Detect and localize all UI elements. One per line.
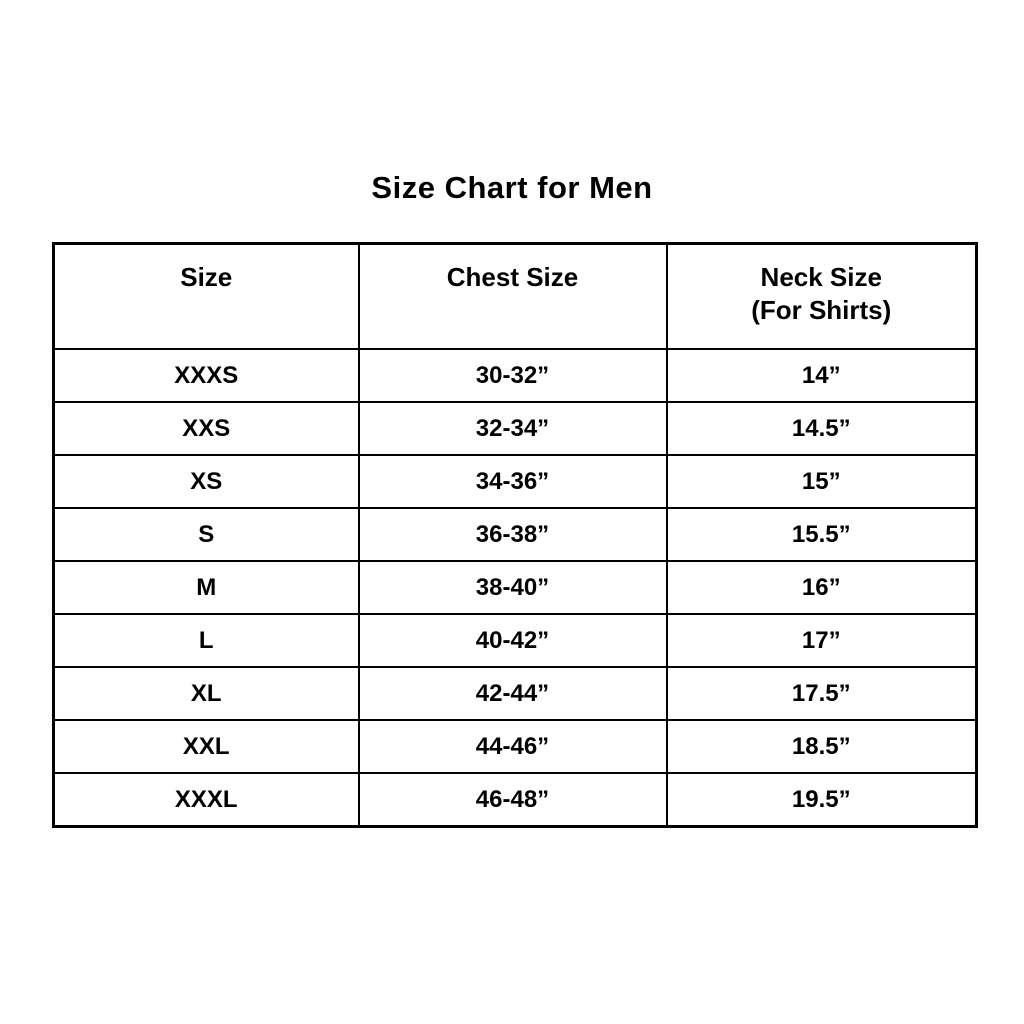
table-row: [54, 561, 977, 614]
size-cell: XXXL: [54, 773, 359, 827]
size-cell: M: [54, 561, 359, 614]
table-row: [54, 455, 977, 508]
column-header-chest-size: Chest Size: [359, 244, 667, 350]
chest-size-cell: 38-40”: [359, 561, 667, 614]
neck-size-cell: 14.5”: [667, 402, 977, 455]
chest-size-cell: 32-34”: [359, 402, 667, 455]
neck-size-cell: 15”: [667, 455, 977, 508]
neck-size-cell: 17”: [667, 614, 977, 667]
table-row: [54, 508, 977, 561]
column-header-neck-size-line2: (For Shirts): [751, 295, 892, 325]
table-row: [54, 773, 977, 827]
neck-size-cell: 18.5”: [667, 720, 977, 773]
size-cell: XXL: [54, 720, 359, 773]
table-row: [54, 614, 977, 667]
neck-size-cell: 14”: [667, 349, 977, 402]
size-cell: XXXS: [54, 349, 359, 402]
chest-size-cell: 42-44”: [359, 667, 667, 720]
chest-size-cell: 30-32”: [359, 349, 667, 402]
header-row: [54, 244, 977, 350]
chest-size-cell: 34-36”: [359, 455, 667, 508]
size-cell: XS: [54, 455, 359, 508]
size-chart-table: [52, 242, 978, 828]
table-row: [54, 667, 977, 720]
column-header-size: Size: [54, 244, 359, 350]
chest-size-cell: 36-38”: [359, 508, 667, 561]
page-title: Size Chart for Men: [371, 170, 653, 205]
size-cell: XXS: [54, 402, 359, 455]
table-row: [54, 349, 977, 402]
size-cell: S: [54, 508, 359, 561]
table-row: [54, 720, 977, 773]
chest-size-cell: 46-48”: [359, 773, 667, 827]
chest-size-cell: 44-46”: [359, 720, 667, 773]
table-row: [54, 402, 977, 455]
neck-size-cell: 19.5”: [667, 773, 977, 827]
size-cell: L: [54, 614, 359, 667]
chest-size-cell: 40-42”: [359, 614, 667, 667]
size-cell: XL: [54, 667, 359, 720]
neck-size-cell: 16”: [667, 561, 977, 614]
column-header-neck-size-line1: Neck Size: [760, 262, 882, 292]
neck-size-cell: 15.5”: [667, 508, 977, 561]
neck-size-cell: 17.5”: [667, 667, 977, 720]
column-header-neck-size: [667, 244, 977, 350]
